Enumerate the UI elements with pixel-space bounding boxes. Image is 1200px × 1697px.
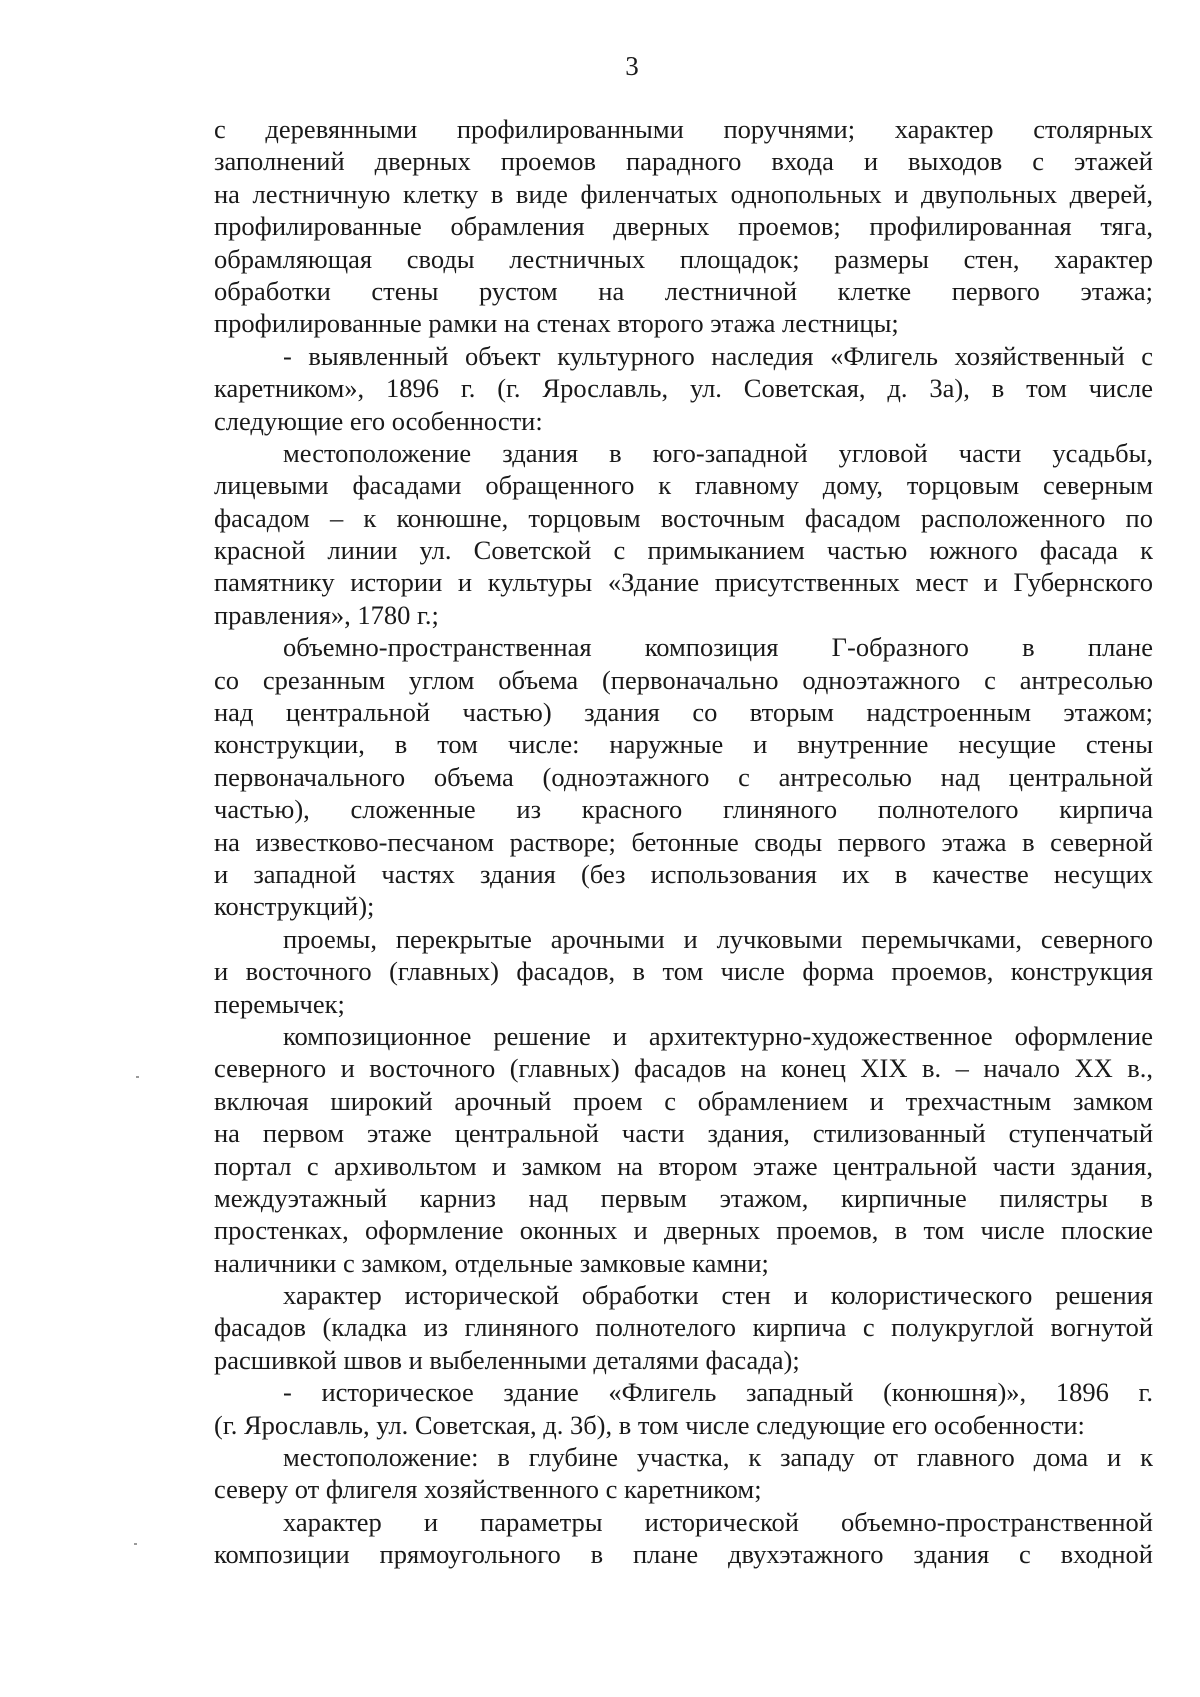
page-number: 3 (625, 51, 639, 81)
text-line: портал с архивольтом и замком на втором этаже центральной части здания, (214, 1150, 1153, 1181)
text-line: простенках, оформление оконных и дверных проемов, в том числе плоские (214, 1215, 1153, 1246)
text-line: и западной частях здания (без использования их в качестве несущих (214, 858, 1153, 889)
text-line: обработки стены рустом на лестничной клетке первого этажа; (214, 275, 1153, 306)
text-line: на известково-песчаном растворе; бетонные своды первого этажа в северной (214, 826, 1153, 857)
text-line: - выявленный объект культурного наследия «Флигель хозяйственный с (283, 340, 1153, 371)
text-line: фасадом – к конюшне, торцовым восточным фасадом расположенного по (214, 502, 1153, 533)
text-line: фасадов (кладка из глиняного полнотелого кирпича с полукруглой вогнутой (214, 1312, 1153, 1343)
text-line: частью), сложенные из красного глиняного полнотелого кирпича (214, 794, 1153, 825)
text-line: северного и восточного (главных) фасадов на конец XIX в. – начало XX в., (214, 1053, 1153, 1084)
text-line: обрамляющая своды лестничных площадок; размеры стен, характер (214, 243, 1153, 274)
scan-speck (136, 1076, 139, 1078)
text-line: перемычек; (214, 988, 345, 1019)
text-line: наличники с замком, отдельные замковые камни; (214, 1247, 769, 1278)
body-text (214, 113, 1153, 1571)
text-line: на первом этаже центральной части здания, стилизованный ступенчатый (214, 1118, 1153, 1149)
text-line: характер исторической обработки стен и колористического решения (283, 1280, 1153, 1311)
text-line: с деревянными профилированными поручнями; характер столярных (214, 114, 1153, 144)
text-line: композиционное решение и архитектурно-художественное оформление (283, 1020, 1153, 1051)
text-line: северу от флигеля хозяйственного с каретником; (214, 1474, 762, 1505)
text-line: междуэтажный карниз над первым этажом, кирпичные пилястры в (214, 1182, 1153, 1213)
text-line: включая широкий арочный проем с обрамлением и трехчастным замком (214, 1085, 1153, 1116)
text-line: объемно-пространственная композиция Г-образного в плане (283, 632, 1153, 663)
text-line: конструкций); (214, 891, 375, 922)
text-line: композиции прямоугольного в плане двухэтажного здания с входной (214, 1539, 1153, 1570)
text-line: конструкции, в том числе: наружные и внутренние несущие стены (214, 729, 1153, 760)
text-line: следующие его особенности: (214, 405, 543, 436)
text-line: лицевыми фасадами обращенного к главному дому, торцовым северным (214, 470, 1153, 501)
text-line: каретником», 1896 г. (г. Ярославль, ул. Советская, д. 3а), в том числе (214, 373, 1153, 404)
text-line: заполнений дверных проемов парадного входа и выходов с этажей (214, 146, 1153, 177)
text-line: местоположение здания в юго-западной угловой части усадьбы, (283, 437, 1153, 468)
text-line: расшивкой швов и выбеленными деталями фасада); (214, 1344, 800, 1375)
text-line: правления», 1780 г.; (214, 599, 439, 630)
text-line: характер и параметры исторической объемно-пространственной (283, 1506, 1153, 1537)
text-line: проемы, перекрытые арочными и лучковыми перемычками, северного (283, 923, 1153, 954)
text-line: красной линии ул. Советской с примыканием частью южного фасада к (214, 535, 1153, 566)
text-line: на лестничную клетку в виде филенчатых однопольных и двупольных дверей, (214, 178, 1153, 209)
text-line: (г. Ярославль, ул. Советская, д. 3б), в том числе следующие его особенности: (214, 1409, 1085, 1440)
text-line: профилированные обрамления дверных проемов; профилированная тяга, (214, 211, 1153, 242)
text-line: - историческое здание «Флигель западный (конюшня)», 1896 г. (283, 1377, 1153, 1408)
text-line: над центральной частью) здания со вторым надстроенным этажом; (214, 697, 1153, 728)
text-line: и восточного (главных) фасадов, в том числе форма проемов, конструкция (214, 956, 1153, 987)
text-line: профилированные рамки на стенах второго этажа лестницы; (214, 308, 899, 339)
text-line: местоположение: в глубине участка, к западу от главного дома и к (283, 1442, 1153, 1473)
text-line: со срезанным углом объема (первоначально одноэтажного с антресолью (214, 664, 1153, 695)
text-line: памятнику истории и культуры «Здание присутственных мест и Губернского (214, 567, 1153, 598)
scan-speck (134, 1543, 137, 1545)
text-line: первоначального объема (одноэтажного с антресолью над центральной (214, 761, 1153, 792)
